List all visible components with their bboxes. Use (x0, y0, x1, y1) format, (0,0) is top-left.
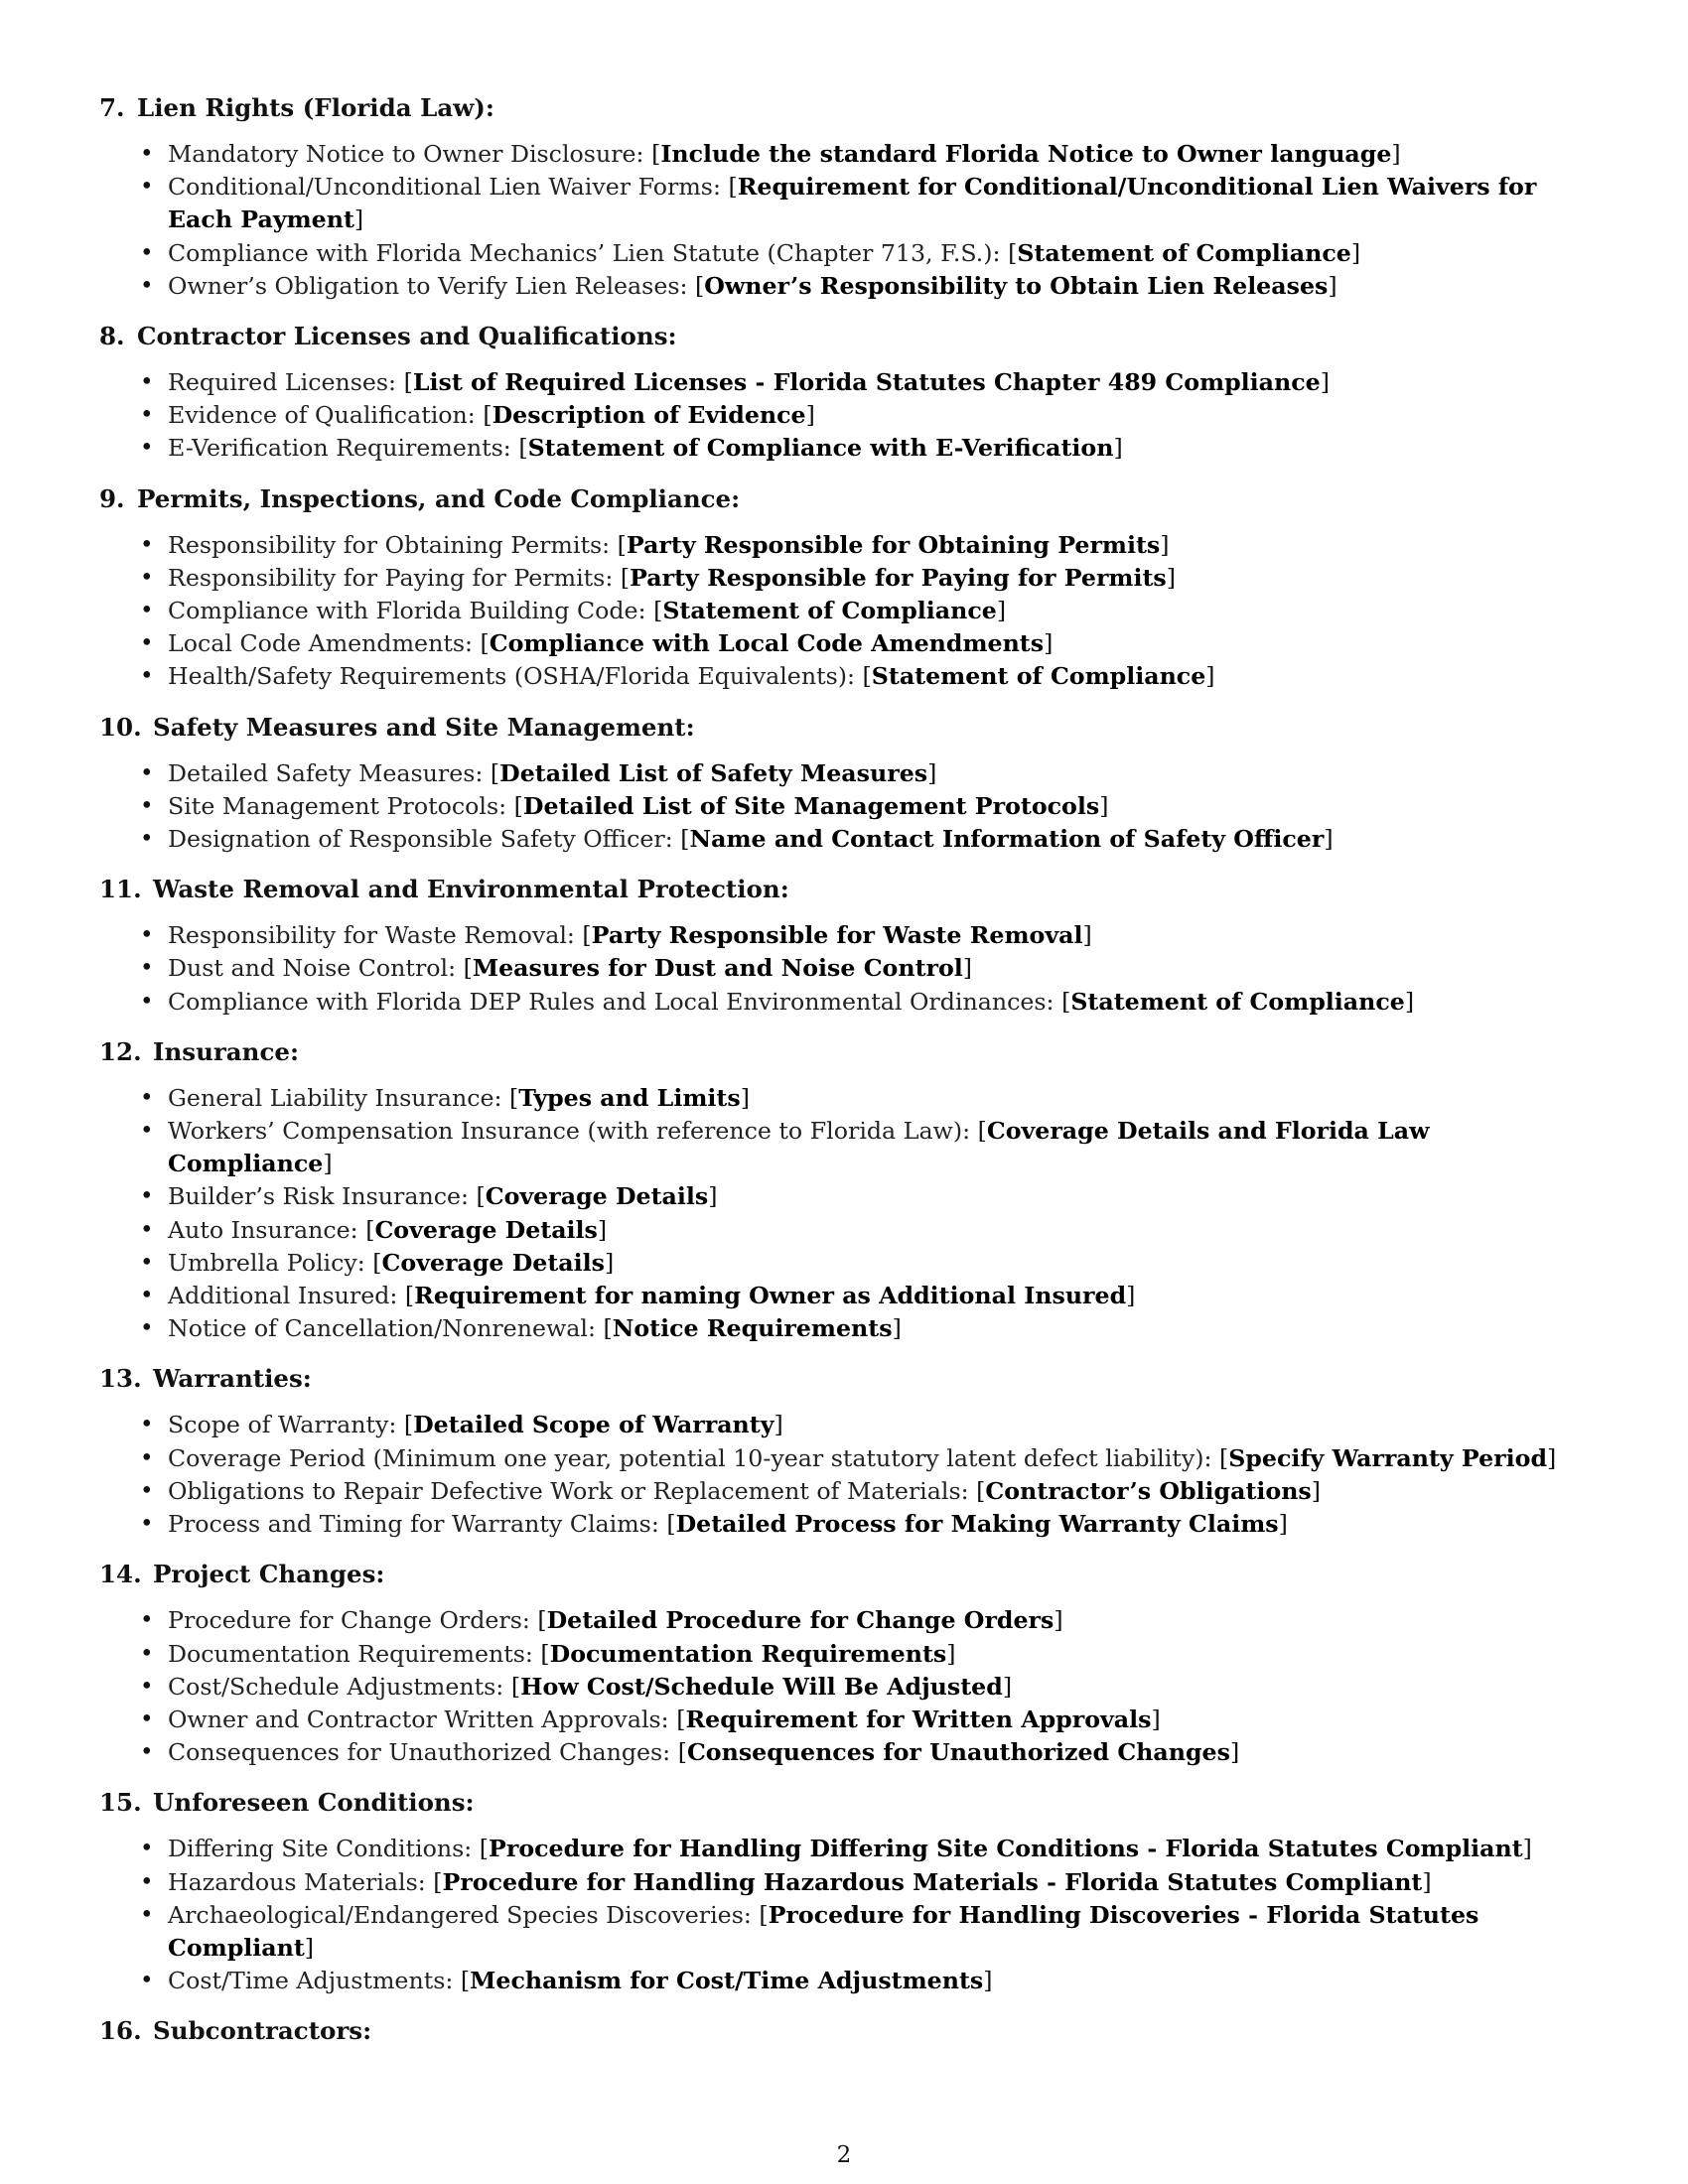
list-item: • Cost/Time Adjustments: [Mechanism for Cost/Time Adjustments] (99, 1965, 1589, 1997)
item-label: Dust and Noise Control: (168, 954, 464, 983)
item-placeholder: Requirement for Conditional/Unconditional Lien Waivers for Each Payment (168, 173, 1537, 234)
list-item: • Local Code Amendments: [Compliance with Local Code Amendments] (99, 627, 1589, 660)
list-item: • Evidence of Qualification: [Description of Evidence] (99, 399, 1589, 432)
item-label: Auto Insurance: (168, 1215, 366, 1244)
section-heading (99, 2014, 1589, 2047)
section-number: 9. (99, 483, 125, 513)
item-list (99, 138, 1589, 303)
list-item: • Consequences for Unauthorized Changes: [Consequences for Unauthorized Changes] (99, 1736, 1589, 1769)
item-label: Conditional/Unconditional Lien Waiver Forms: (168, 173, 729, 202)
item-label: Archaeological/Endangered Species Discoveries: (168, 1900, 760, 1929)
item-placeholder: Coverage Details and Florida Law Compliance (168, 1117, 1430, 1178)
section-project-changes (99, 1558, 1589, 1769)
list-item: • Procedure for Change Orders: [Detailed Procedure for Change Orders] (99, 1604, 1589, 1637)
list-item: • Mandatory Notice to Owner Disclosure: [Include the standard Florida Notice to Owner language] (99, 138, 1589, 171)
item-list (99, 1082, 1589, 1346)
item-placeholder: Types and Limits (518, 1083, 741, 1112)
section-heading (99, 1558, 1589, 1590)
item-label: Workers’ Compensation Insurance (with reference to Florida Law): (168, 1117, 978, 1146)
item-label: Responsibility for Obtaining Permits: (168, 530, 618, 559)
section-title: Subcontractors: (153, 2016, 372, 2046)
list-item: • Designation of Responsible Safety Officer: [Name and Contact Information of Safety Officer] (99, 823, 1589, 856)
section-heading (99, 711, 1589, 744)
item-label: E-Verification Requirements: (168, 434, 519, 463)
list-item: • General Liability Insurance: [Types and Limits] (99, 1082, 1589, 1115)
section-heading (99, 1362, 1589, 1395)
item-label: Builder’s Risk Insurance: (168, 1182, 477, 1211)
list-item: • Auto Insurance: [Coverage Details] (99, 1214, 1589, 1247)
item-label: Mandatory Notice to Owner Disclosure: (168, 140, 652, 168)
item-placeholder: Contractor’s Obligations (985, 1476, 1312, 1505)
section-subcontractors (99, 2014, 1589, 2047)
item-label: Additional Insured: (168, 1282, 405, 1310)
item-label: Owner and Contractor Written Approvals: (168, 1705, 677, 1733)
item-placeholder: Statement of Compliance (871, 662, 1206, 691)
item-label: Consequences for Unauthorized Changes: (168, 1738, 678, 1767)
item-placeholder: Description of Evidence (492, 401, 806, 430)
list-item: • Documentation Requirements: [Documentation Requirements] (99, 1638, 1589, 1671)
list-item: • Required Licenses: [List of Required Licenses - Florida Statutes Chapter 489 Compliance] (99, 366, 1589, 399)
section-number: 12. (99, 1036, 142, 1066)
item-placeholder: Detailed List of Site Management Protocols (522, 791, 1100, 820)
item-label: Coverage Period (Minimum one year, potential 10-year statutory latent defect liability): (168, 1443, 1219, 1472)
item-placeholder: Coverage Details (485, 1182, 709, 1211)
list-item: • Detailed Safety Measures: [Detailed List of Safety Measures] (99, 757, 1589, 790)
document-body (99, 91, 1589, 2061)
section-number: 13. (99, 1364, 142, 1394)
page-number: 2 (836, 2142, 852, 2168)
list-item: • Differing Site Conditions: [Procedure for Handling Differing Site Conditions - Florida Statutes Compliant] (99, 1833, 1589, 1865)
list-item: • Obligations to Repair Defective Work or Replacement of Materials: [Contractor’s Obligations] (99, 1475, 1589, 1508)
section-title: Insurance: (153, 1036, 300, 1066)
item-label: Cost/Time Adjustments: (168, 1967, 461, 1995)
section-title: Safety Measures and Site Management: (153, 712, 695, 742)
item-list (99, 757, 1589, 857)
list-item: • Dust and Noise Control: [Measures for Dust and Noise Control] (99, 952, 1589, 985)
item-placeholder: Coverage Details (381, 1248, 605, 1277)
list-item: • Additional Insured: [Requirement for naming Owner as Additional Insured] (99, 1280, 1589, 1312)
item-label: Procedure for Change Orders: (168, 1606, 538, 1635)
item-placeholder: Mechanism for Cost/Time Adjustments (470, 1967, 984, 1995)
section-heading (99, 1035, 1589, 1068)
item-placeholder: Include the standard Florida Notice to Owner language (660, 140, 1392, 168)
list-item: • Owner and Contractor Written Approvals: [Requirement for Written Approvals] (99, 1704, 1589, 1736)
section-number: 7. (99, 93, 125, 122)
list-item: • Conditional/Unconditional Lien Waiver Forms: [Requirement for Conditional/Unconditional Lien Waivers for Each Payment] (99, 171, 1589, 236)
item-placeholder: Statement of Compliance (1070, 987, 1405, 1016)
list-item: • Compliance with Florida DEP Rules and Local Environmental Ordinances: [Statement of Compliance] (99, 986, 1589, 1019)
section-heading (99, 91, 1589, 124)
item-placeholder: Detailed Scope of Warranty (413, 1411, 774, 1439)
list-item: • Responsibility for Paying for Permits: [Party Responsible for Paying for Permits] (99, 562, 1589, 595)
section-number: 14. (99, 1560, 142, 1589)
item-placeholder: Detailed Procedure for Change Orders (546, 1606, 1055, 1635)
item-label: Designation of Responsible Safety Officer: (168, 825, 681, 854)
section-title: Lien Rights (Florida Law): (137, 93, 494, 122)
item-placeholder: Compliance with Local Code Amendments (489, 629, 1045, 658)
section-heading (99, 482, 1589, 515)
item-label: Process and Timing for Warranty Claims: (168, 1510, 667, 1539)
item-label: Obligations to Repair Defective Work or Replacement of Materials: (168, 1476, 977, 1505)
item-list (99, 1409, 1589, 1541)
section-lien-rights (99, 91, 1589, 303)
section-number: 16. (99, 2016, 142, 2046)
list-item: • Compliance with Florida Building Code: [Statement of Compliance] (99, 595, 1589, 627)
item-list (99, 1833, 1589, 1997)
item-placeholder: Detailed Process for Making Warranty Claims (675, 1510, 1279, 1539)
item-placeholder: Procedure for Handling Hazardous Materials - Florida Statutes Compliant (442, 1867, 1423, 1896)
list-item: • Responsibility for Waste Removal: [Party Responsible for Waste Removal] (99, 919, 1589, 952)
list-item: • Archaeological/Endangered Species Discoveries: [Procedure for Handling Discoveries - Florida Statutes Compliant] (99, 1899, 1589, 1965)
item-label: Notice of Cancellation/Nonrenewal: (168, 1314, 604, 1343)
item-placeholder: Detailed List of Safety Measures (499, 758, 928, 787)
list-item: • Health/Safety Requirements (OSHA/Florida Equivalents): [Statement of Compliance] (99, 660, 1589, 693)
item-label: Owner’s Obligation to Verify Lien Releases: (168, 271, 696, 300)
section-heading (99, 320, 1589, 352)
item-placeholder: Requirement for naming Owner as Additional Insured (414, 1282, 1127, 1310)
item-label: Responsibility for Paying for Permits: (168, 563, 621, 592)
item-placeholder: Measures for Dust and Noise Control (472, 954, 963, 983)
item-label: Cost/Schedule Adjustments: (168, 1672, 511, 1701)
item-placeholder: Procedure for Handling Discoveries - Florida Statutes Compliant (168, 1900, 1479, 1962)
item-label: Differing Site Conditions: (168, 1835, 480, 1863)
item-placeholder: Party Responsible for Paying for Permits (630, 563, 1167, 592)
section-contractor-licenses (99, 320, 1589, 466)
section-insurance (99, 1035, 1589, 1346)
item-placeholder: Notice Requirements (612, 1314, 893, 1343)
section-waste-removal (99, 873, 1589, 1019)
item-placeholder: Statement of Compliance (1017, 238, 1351, 267)
list-item: • Workers’ Compensation Insurance (with reference to Florida Law): [Coverage Details and Florida Law Compliance] (99, 1115, 1589, 1180)
item-list (99, 529, 1589, 694)
section-heading (99, 873, 1589, 905)
item-placeholder: Party Responsible for Obtaining Permits (626, 530, 1161, 559)
section-unforeseen-conditions (99, 1786, 1589, 1997)
section-title: Contractor Licenses and Qualifications: (137, 322, 677, 351)
item-label: Compliance with Florida DEP Rules and Local Environmental Ordinances: (168, 987, 1062, 1016)
section-title: Project Changes: (153, 1560, 385, 1589)
section-title: Waste Removal and Environmental Protection: (153, 875, 789, 904)
list-item: • Compliance with Florida Mechanics’ Lien Statute (Chapter 713, F.S.): [Statement of Compliance] (99, 237, 1589, 270)
item-label: Documentation Requirements: (168, 1639, 541, 1668)
item-placeholder: Owner’s Responsibility to Obtain Lien Releases (704, 271, 1329, 300)
item-label: Umbrella Policy: (168, 1248, 373, 1277)
item-placeholder: Requirement for Written Approvals (685, 1705, 1152, 1733)
item-label: Scope of Warranty: (168, 1411, 404, 1439)
list-item: • Scope of Warranty: [Detailed Scope of Warranty] (99, 1409, 1589, 1441)
section-permits-inspections (99, 482, 1589, 694)
item-label: Site Management Protocols: (168, 791, 514, 820)
list-item: • Hazardous Materials: [Procedure for Handling Hazardous Materials - Florida Statutes Compliant] (99, 1866, 1589, 1899)
section-title: Warranties: (153, 1364, 312, 1394)
section-warranties (99, 1362, 1589, 1541)
item-list (99, 366, 1589, 466)
item-placeholder: Documentation Requirements (549, 1639, 947, 1668)
list-item: • Process and Timing for Warranty Claims: [Detailed Process for Making Warranty Claims] (99, 1508, 1589, 1541)
item-placeholder: List of Required Licenses - Florida Statutes Chapter 489 Compliance (412, 368, 1321, 397)
list-item: • Coverage Period (Minimum one year, potential 10-year statutory latent defect liability): [Specify Warranty Period] (99, 1442, 1589, 1475)
item-label: Compliance with Florida Building Code: (168, 597, 654, 625)
section-safety-measures (99, 711, 1589, 857)
section-number: 11. (99, 875, 142, 904)
item-label: Hazardous Materials: (168, 1867, 434, 1896)
list-item: • E-Verification Requirements: [Statement of Compliance with E-Verification] (99, 432, 1589, 465)
item-list (99, 1604, 1589, 1769)
list-item: • Responsibility for Obtaining Permits: [Party Responsible for Obtaining Permits] (99, 529, 1589, 562)
item-label: Health/Safety Requirements (OSHA/Florida Equivalents): (168, 662, 863, 691)
list-item: • Owner’s Obligation to Verify Lien Releases: [Owner’s Responsibility to Obtain Lien Releases] (99, 270, 1589, 303)
item-label: Responsibility for Waste Removal: (168, 921, 583, 950)
item-placeholder: Name and Contact Information of Safety Officer (689, 825, 1325, 854)
item-placeholder: Statement of Compliance with E-Verification (527, 434, 1114, 463)
item-label: Compliance with Florida Mechanics’ Lien Statute (Chapter 713, F.S.): (168, 238, 1009, 267)
list-item: • Builder’s Risk Insurance: [Coverage Details] (99, 1180, 1589, 1213)
section-number: 8. (99, 322, 125, 351)
list-item: • Umbrella Policy: [Coverage Details] (99, 1247, 1589, 1280)
list-item: • Site Management Protocols: [Detailed List of Site Management Protocols] (99, 790, 1589, 823)
item-label: Detailed Safety Measures: (168, 758, 491, 787)
item-placeholder: Party Responsible for Waste Removal (591, 921, 1083, 950)
item-label: Evidence of Qualification: (168, 401, 484, 430)
item-list (99, 919, 1589, 1019)
item-label: Local Code Amendments: (168, 629, 481, 658)
item-label: Required Licenses: (168, 368, 404, 397)
item-placeholder: Consequences for Unauthorized Changes (686, 1738, 1230, 1767)
section-heading (99, 1786, 1589, 1819)
section-title: Permits, Inspections, and Code Compliance: (137, 483, 741, 513)
list-item: • Cost/Schedule Adjustments: [How Cost/Schedule Will Be Adjusted] (99, 1671, 1589, 1704)
item-label: General Liability Insurance: (168, 1083, 510, 1112)
item-placeholder: Statement of Compliance (662, 597, 997, 625)
section-number: 10. (99, 712, 142, 742)
item-placeholder: Procedure for Handling Differing Site Conditions - Florida Statutes Compliant (489, 1835, 1523, 1863)
section-title: Unforeseen Conditions: (153, 1788, 475, 1818)
list-item: • Notice of Cancellation/Nonrenewal: [Notice Requirements] (99, 1312, 1589, 1345)
section-number: 15. (99, 1788, 142, 1818)
item-placeholder: How Cost/Schedule Will Be Adjusted (520, 1672, 1003, 1701)
item-placeholder: Coverage Details (374, 1215, 598, 1244)
item-placeholder: Specify Warranty Period (1228, 1443, 1548, 1472)
